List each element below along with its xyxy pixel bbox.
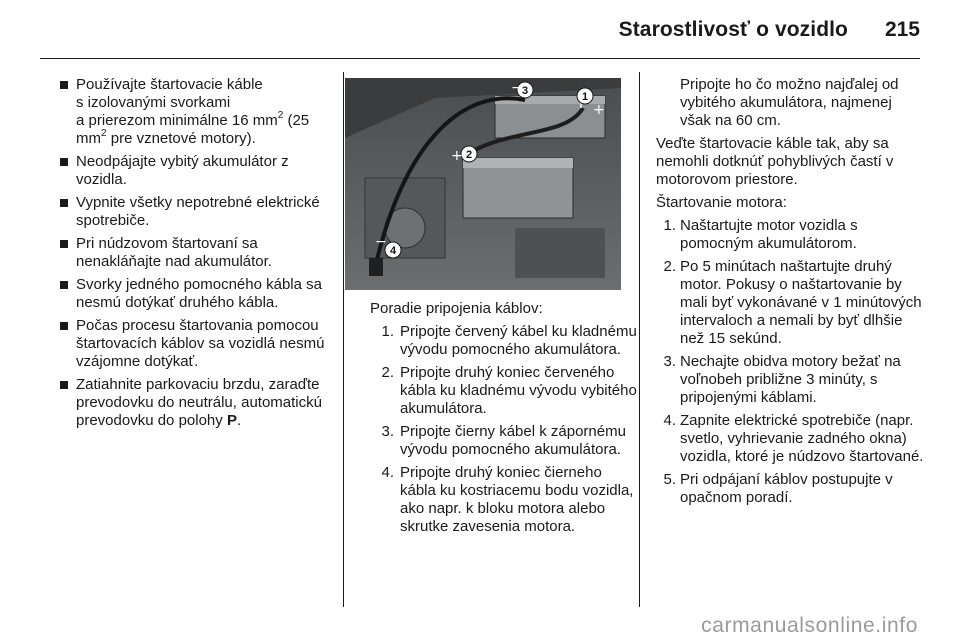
list-item: 4. Pripojte druhý koniec čierneho kábla ku kostriacemu bodu vozidla, ako napr. k bloku motora alebo skrutke zavesenia motora.: [381, 464, 634, 535]
bullet-square-icon: [60, 281, 68, 289]
list-item: Neodpájajte vybitý akumulátor z vozidla.: [60, 153, 338, 189]
list-item: Zatiahnite parkovaciu brzdu, zaraďte prevodovku do neutrálu, automatickú prevodovku do polohy P.: [60, 376, 338, 430]
svg-text:3: 3: [521, 85, 529, 97]
bullet-square-icon: [60, 322, 68, 330]
list-item: 2. Pripojte druhý koniec červeného kábla ku kladnému vývodu vybitého akumulátora.: [381, 364, 637, 417]
list-item: 3. Pripojte čierny kábel k zápornému vývodu pomocného akumulátora.: [381, 423, 626, 458]
page-number: 215: [884, 18, 920, 41]
label-2-marker: [461, 146, 477, 162]
jump-start-figure: [345, 78, 621, 290]
column-3: [656, 76, 926, 512]
watermark: carmanualsonline.info: [701, 614, 918, 637]
page-title: Starostlivosť o vozidlo: [618, 18, 848, 41]
list-item: 3. Nechajte obidva motory bežať na voľnobeh približne 3 minúty, s pripojenými káblami.: [663, 353, 901, 406]
connection-steps: [370, 323, 640, 536]
list-item: 1. Naštartujte motor vozidla s pomocným akumulátorom.: [663, 217, 858, 252]
cable-routing-paragraph: Veďte štartovacie káble tak, aby sa nemohli dotknúť pohyblivých častí v motorovom priestore.: [656, 135, 894, 188]
svg-text:1: 1: [581, 91, 589, 103]
page-header: [0, 0, 960, 60]
list-item: 2. Po 5 minútach naštartujte druhý motor. Pokusy o naštartovanie by mali byť vykonávané v 1 minútových intervaloch a nemali by byť dlhšie než 15 sekúnd.: [663, 258, 922, 347]
engine-component: [515, 228, 605, 278]
connection-order-heading: Poradie pripojenia káblov:: [370, 300, 543, 317]
ground-clamp: [369, 258, 383, 276]
discharged-battery-top: [463, 158, 573, 168]
bullet-square-icon: [60, 81, 68, 89]
precautions-list: [60, 76, 338, 430]
svg-text:4: 4: [389, 245, 397, 257]
plus-terminal-icon: +: [593, 102, 605, 118]
bullet-square-icon: [60, 199, 68, 207]
bullet-square-icon: [60, 381, 68, 389]
list-item: Svorky jedného pomocného kábla sa nesmú dotýkať druhého kábla.: [60, 276, 338, 312]
list-item: Počas procesu štartovania pomocou štartovacích káblov sa vozidlá nesmú vzájomne dotýkať.: [60, 317, 338, 371]
minus-terminal-icon: −: [375, 234, 387, 250]
list-item: 4. Zapnite elektrické spotrebiče (napr. svetlo, vyhrievanie zadného okna) vozidla, ktoré je núdzovo štartované.: [663, 412, 924, 465]
engine-start-steps: [656, 217, 926, 507]
label-4-marker: [385, 242, 401, 258]
bullet-square-icon: [60, 240, 68, 248]
engine-bay-illustration: [345, 78, 621, 290]
minus-terminal-icon: −: [511, 80, 523, 96]
header-rule: [40, 58, 920, 59]
list-item: 1. Pripojte červený kábel ku kladnému vývodu pomocného akumulátora.: [381, 323, 637, 358]
list-item: Používajte štartovacie káble s izolovanými svorkami a prierezom minimálne 16 $mm^2$ (25 $mm^2$ pre vznetové motory).: [60, 76, 338, 148]
svg-text:2: 2: [465, 149, 473, 161]
column-1: [60, 76, 338, 435]
continuation-text: Pripojte ho čo možno najďalej od vybitého akumulátora, najmenej však na 60 cm.: [680, 76, 899, 129]
list-item: 5. Pri odpájaní káblov postupujte v opačnom poradí.: [663, 471, 893, 506]
column-divider-1: [343, 72, 344, 607]
plus-terminal-icon: +: [451, 148, 463, 164]
bullet-square-icon: [60, 158, 68, 166]
list-item: Pri núdzovom štartovaní sa nenakláňajte nad akumulátor.: [60, 235, 338, 271]
column-2: [370, 300, 640, 541]
list-item: Vypnite všetky nepotrebné elektrické spotrebiče.: [60, 194, 338, 230]
engine-start-heading: Štartovanie motora:: [656, 194, 787, 211]
